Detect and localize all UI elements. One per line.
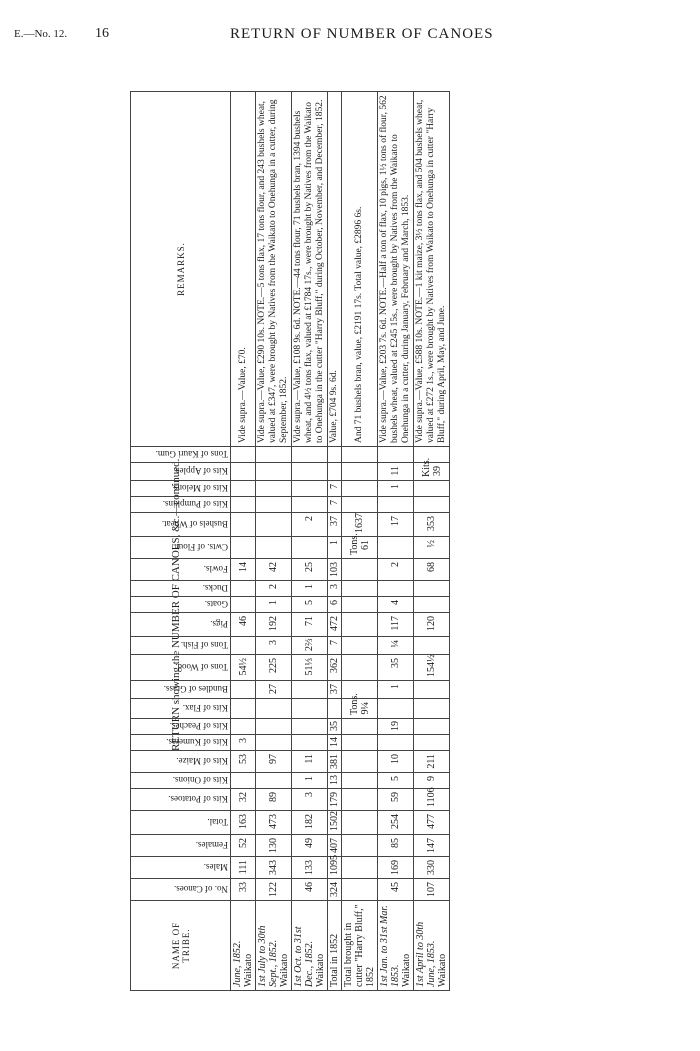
value-cell xyxy=(231,497,256,513)
period-label: 1st April to 30th June, 1853. xyxy=(415,921,437,987)
header-row xyxy=(131,92,231,991)
value-cell xyxy=(342,613,378,637)
value-cell xyxy=(292,497,328,513)
value-cell xyxy=(231,719,256,735)
tribe-name: Waikato xyxy=(279,953,290,987)
value-cell: 211 xyxy=(414,751,450,773)
value-cell: 1 xyxy=(328,537,342,559)
value-cell xyxy=(231,699,256,719)
tribe-cell xyxy=(342,901,378,991)
value-cell: 3 xyxy=(328,581,342,597)
col-pigs: Pigs. xyxy=(131,613,231,637)
value-cell: 33 xyxy=(231,879,256,901)
value-cell xyxy=(256,719,292,735)
value-cell xyxy=(292,735,328,751)
col-onions: Kits of Onions. xyxy=(131,773,231,789)
value-cell: 107 xyxy=(414,879,450,901)
value-cell xyxy=(414,681,450,699)
value-cell: 324 xyxy=(328,879,342,901)
value-cell xyxy=(292,719,328,735)
value-cell: 19 xyxy=(378,719,414,735)
value-cell xyxy=(342,463,378,481)
value-cell: 225 xyxy=(256,655,292,681)
value-cell xyxy=(342,681,378,699)
value-cell: 130 xyxy=(256,835,292,857)
col-flax: Kits of Flax. xyxy=(131,699,231,719)
value-cell xyxy=(256,735,292,751)
tribe-name: Waikato xyxy=(401,953,412,987)
value-cell: 53 xyxy=(231,751,256,773)
value-cell: 49 xyxy=(292,835,328,857)
value-cell xyxy=(231,681,256,699)
col-canoes: No. of Canoes. xyxy=(131,879,231,901)
tribe-cell xyxy=(292,901,328,991)
value-cell: 13 xyxy=(328,773,342,789)
value-cell xyxy=(256,773,292,789)
period-label: June, 1852. xyxy=(232,940,243,987)
value-cell: 117 xyxy=(378,613,414,637)
col-goats: Goats. xyxy=(131,597,231,613)
value-cell: 5 xyxy=(378,773,414,789)
value-cell xyxy=(342,497,378,513)
value-cell: 1 xyxy=(292,773,328,789)
value-cell: 2 xyxy=(378,559,414,581)
value-cell xyxy=(414,447,450,463)
col-flour: Cwts. of Flour. xyxy=(131,537,231,559)
col-males: Males. xyxy=(131,857,231,879)
value-cell xyxy=(256,537,292,559)
value-cell xyxy=(378,581,414,597)
value-cell xyxy=(256,481,292,497)
page-title: RETURN OF NUMBER OF CANOES xyxy=(230,26,494,42)
value-cell: 46 xyxy=(231,613,256,637)
rotated-table-frame xyxy=(110,0,698,1051)
value-cell: 1 xyxy=(256,597,292,613)
col-apples: Kits of Apples. xyxy=(131,463,231,481)
value-cell xyxy=(231,773,256,789)
value-cell xyxy=(231,637,256,655)
value-cell xyxy=(342,637,378,655)
value-cell xyxy=(342,789,378,811)
value-cell: 381 xyxy=(328,751,342,773)
value-cell: 2 xyxy=(292,513,328,537)
value-cell: 1 xyxy=(378,681,414,699)
value-cell: 472 xyxy=(328,613,342,637)
value-cell xyxy=(342,811,378,835)
value-cell: 37 xyxy=(328,513,342,537)
value-cell: ½ xyxy=(414,537,450,559)
period-label: 1st Jan. to 31st Mar. 1853. xyxy=(379,905,401,987)
value-cell: 1 xyxy=(378,481,414,497)
col-kumeras: Kits of Kumeras. xyxy=(131,735,231,751)
value-cell xyxy=(414,637,450,655)
value-cell xyxy=(414,735,450,751)
value-cell: 45 xyxy=(378,879,414,901)
value-cell: 473 xyxy=(256,811,292,835)
value-cell xyxy=(256,513,292,537)
value-cell: 85 xyxy=(378,835,414,857)
value-cell: 52 xyxy=(231,835,256,857)
tribe-name: Waikato xyxy=(437,953,448,987)
value-cell xyxy=(256,497,292,513)
value-cell xyxy=(231,481,256,497)
col-fish: Tons of Fish. xyxy=(131,637,231,655)
remarks-cell: Vide supra.—Value, £70. xyxy=(231,92,256,447)
remarks-cell: Value, £704 9s. 6d. xyxy=(328,92,342,447)
value-cell xyxy=(342,857,378,879)
value-cell: 343 xyxy=(256,857,292,879)
document-code: E.—No. 12. xyxy=(14,28,68,40)
col-grass: Bundles of Grass. xyxy=(131,681,231,699)
col-total: Total. xyxy=(131,811,231,835)
remarks-cell: Vide supra.—Value, £108 9s. 6d. NOTE.—44 tons flour, 71 bushels bran, 1394 bushels wheat, and 4½ tons flax, valued at £1784 17s., were brought by Natives from the Waikato to Onehunga in the cutter "Harry Bluff," during October, November, and December, 1852. xyxy=(292,92,328,447)
value-cell xyxy=(292,681,328,699)
value-cell xyxy=(231,463,256,481)
value-cell xyxy=(231,513,256,537)
value-cell: 362 xyxy=(328,655,342,681)
value-cell: 179 xyxy=(328,789,342,811)
value-cell: 35 xyxy=(378,655,414,681)
remarks-cell: Vide supra.—Value, £290 10s. NOTE.—5 tons flax, 17 tons flour, and 243 bushels wheat, valued at £347, were brought by Natives from the Waikato to Onehunga in a cutter, during September, 1852. xyxy=(256,92,292,447)
value-cell: 122 xyxy=(256,879,292,901)
value-cell: 68 xyxy=(414,559,450,581)
value-cell: 9 xyxy=(414,773,450,789)
tribe-cell xyxy=(328,901,342,991)
value-cell: 97 xyxy=(256,751,292,773)
table-body xyxy=(231,92,450,991)
tribe-name: Waikato xyxy=(243,953,254,987)
value-cell xyxy=(342,655,378,681)
col-gum: Tons of Kauri Gum. xyxy=(131,447,231,463)
value-cell: 17 xyxy=(378,513,414,537)
value-cell: 7 xyxy=(328,637,342,655)
table-row xyxy=(328,92,342,991)
value-cell xyxy=(342,447,378,463)
value-cell: 182 xyxy=(292,811,328,835)
value-cell xyxy=(231,447,256,463)
remarks-cell: Vide supra.—Value, £588 10s. NOTE.—1 kit maize, 3½ tons flax, and 504 bushels wheat, valued at £272 1s., were brought by Natives from Waikato to Onehunga in cutter "Harry Bluff," during April, May, and June. xyxy=(414,92,450,447)
tribe-name: Total in 1852 xyxy=(329,933,340,987)
value-cell xyxy=(378,735,414,751)
value-cell xyxy=(342,751,378,773)
period-label: 1st July to 30th Sept., 1852. xyxy=(257,925,279,987)
value-cell xyxy=(378,447,414,463)
tribe-cell xyxy=(414,901,450,991)
tribe-cell xyxy=(256,901,292,991)
value-cell xyxy=(414,719,450,735)
value-cell xyxy=(378,497,414,513)
value-cell: 120 xyxy=(414,613,450,637)
value-cell: 3 xyxy=(292,789,328,811)
value-cell: 192 xyxy=(256,613,292,637)
value-cell: 154½ xyxy=(414,655,450,681)
value-cell: 42 xyxy=(256,559,292,581)
value-cell xyxy=(328,447,342,463)
value-cell: ¼ xyxy=(378,637,414,655)
value-cell xyxy=(292,463,328,481)
value-cell xyxy=(292,447,328,463)
col-potatoes: Kits of Potatoes. xyxy=(131,789,231,811)
value-cell xyxy=(414,699,450,719)
table-row xyxy=(414,92,450,991)
remarks-cell: And 71 bushels bran, value, £2191 17s. Total value, £2896 6s. xyxy=(342,92,378,447)
value-cell: 163 xyxy=(231,811,256,835)
value-cell: 133 xyxy=(292,857,328,879)
value-cell xyxy=(256,447,292,463)
value-cell: 11 xyxy=(292,751,328,773)
value-cell xyxy=(378,537,414,559)
value-cell: 35 xyxy=(328,719,342,735)
value-cell: 59 xyxy=(378,789,414,811)
value-cell: Tons. 9¼ xyxy=(342,699,378,719)
value-cell xyxy=(231,581,256,597)
value-cell xyxy=(342,481,378,497)
value-cell: 54½ xyxy=(231,655,256,681)
col-wheat: Bushels of Wheat. xyxy=(131,513,231,537)
value-cell xyxy=(414,481,450,497)
value-cell: 27 xyxy=(256,681,292,699)
table-row xyxy=(342,92,378,991)
value-cell xyxy=(414,497,450,513)
canoes-table xyxy=(130,91,450,991)
table-row xyxy=(378,92,414,991)
value-cell xyxy=(342,597,378,613)
value-cell: 14 xyxy=(231,559,256,581)
value-cell xyxy=(231,597,256,613)
value-cell: 3 xyxy=(256,637,292,655)
value-cell: 25 xyxy=(292,559,328,581)
value-cell xyxy=(342,719,378,735)
value-cell: 89 xyxy=(256,789,292,811)
value-cell: 1637 xyxy=(342,513,378,537)
value-cell: 147 xyxy=(414,835,450,857)
col-remarks: REMARKS. xyxy=(131,92,231,447)
value-cell: 103 xyxy=(328,559,342,581)
col-fowls: Fowls. xyxy=(131,559,231,581)
table-row xyxy=(256,92,292,991)
value-cell: 353 xyxy=(414,513,450,537)
value-cell: 407 xyxy=(328,835,342,857)
table-caption: RETURN showing the NUMBER OF CANOES, &c.—continued. xyxy=(170,458,182,751)
value-cell: 330 xyxy=(414,857,450,879)
value-cell: 6 xyxy=(328,597,342,613)
value-cell xyxy=(342,735,378,751)
value-cell: Kits. 39 xyxy=(414,463,450,481)
remarks-cell: Vide supra.—Value, £203 7s. 6d. NOTE.—Half a ton of flax, 10 pigs, 1½ tons of flour, 562 bushels wheat, valued at £245 15s., were brought by Natives from the Waikato to Onehunga in a cutter, during January, February and March, 1853. xyxy=(378,92,414,447)
value-cell: 111 xyxy=(231,857,256,879)
value-cell xyxy=(378,699,414,719)
value-cell: 477 xyxy=(414,811,450,835)
value-cell: 10 xyxy=(378,751,414,773)
tribe-cell xyxy=(378,901,414,991)
col-pumpkins: Kits of Pumpkins. xyxy=(131,497,231,513)
value-cell: 37 xyxy=(328,681,342,699)
value-cell xyxy=(414,581,450,597)
table-row xyxy=(231,92,256,991)
value-cell: 71 xyxy=(292,613,328,637)
value-cell xyxy=(292,699,328,719)
value-cell: 32 xyxy=(231,789,256,811)
value-cell: 5 xyxy=(292,597,328,613)
value-cell xyxy=(342,773,378,789)
col-ducks: Ducks. xyxy=(131,581,231,597)
value-cell xyxy=(256,463,292,481)
col-wood: Tons of Wood. xyxy=(131,655,231,681)
value-cell xyxy=(414,597,450,613)
value-cell xyxy=(292,537,328,559)
value-cell: Tons. 61 xyxy=(342,537,378,559)
page-number: 16 xyxy=(95,26,109,41)
value-cell xyxy=(231,537,256,559)
value-cell xyxy=(342,581,378,597)
tribe-name: Waikato xyxy=(315,953,326,987)
value-cell: 51⅓ xyxy=(292,655,328,681)
value-cell: 1 xyxy=(292,581,328,597)
value-cell: 1502 xyxy=(328,811,342,835)
value-cell xyxy=(256,699,292,719)
value-cell: 2⅔ xyxy=(292,637,328,655)
value-cell: 169 xyxy=(378,857,414,879)
value-cell: 46 xyxy=(292,879,328,901)
tribe-name: Total brought in cutter "Harry Bluff," 1852 xyxy=(343,904,376,987)
col-females: Females. xyxy=(131,835,231,857)
table-row xyxy=(292,92,328,991)
value-cell xyxy=(328,463,342,481)
period-label: 1st Oct. to 31st Dec., 1852. xyxy=(293,926,315,987)
value-cell: 7 xyxy=(328,497,342,513)
col-melons: Kits of Melons. xyxy=(131,481,231,497)
value-cell: 3 xyxy=(231,735,256,751)
col-peaches: Kits of Peaches. xyxy=(131,719,231,735)
col-tribe: NAME OF TRIBE. xyxy=(131,901,231,991)
value-cell: 7 xyxy=(328,481,342,497)
value-cell: 254 xyxy=(378,811,414,835)
value-cell: 11 xyxy=(378,463,414,481)
value-cell: 4 xyxy=(378,597,414,613)
value-cell xyxy=(328,699,342,719)
value-cell xyxy=(342,879,378,901)
col-maize: Kits of Maize. xyxy=(131,751,231,773)
value-cell xyxy=(342,559,378,581)
value-cell: 2 xyxy=(256,581,292,597)
tribe-cell xyxy=(231,901,256,991)
value-cell xyxy=(292,481,328,497)
value-cell: 1095 xyxy=(328,857,342,879)
value-cell: 1106 xyxy=(414,789,450,811)
value-cell: 14 xyxy=(328,735,342,751)
value-cell xyxy=(342,835,378,857)
